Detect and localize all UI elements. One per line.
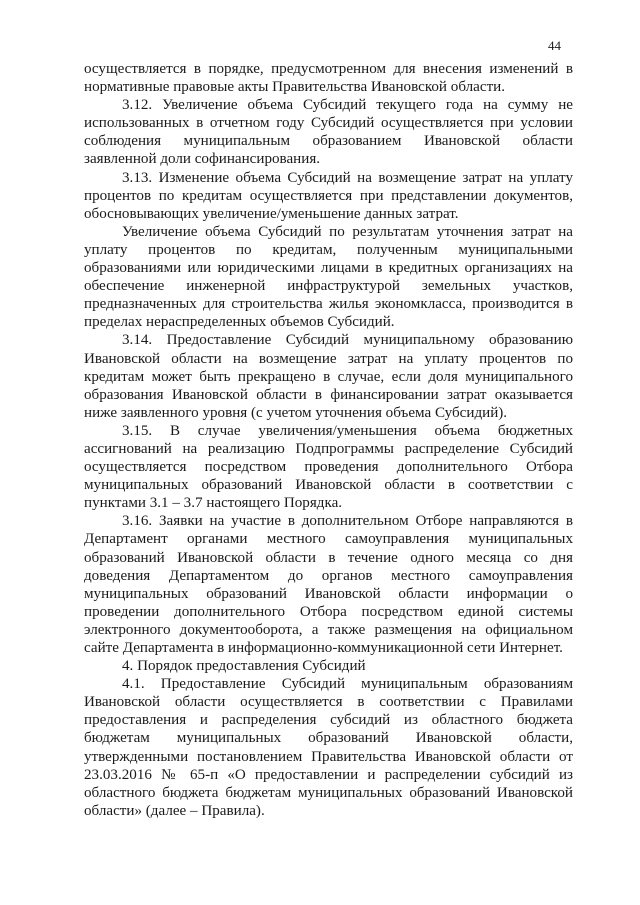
paragraph-p-3-14: 3.14. Предоставление Субсидий муниципальному образованию Ивановской области на возмещение затрат на уплату процентов по кредитам может быть прекращено в случае, если доля муниципального образования Ивановской области в финансировании затрат оказывается ниже заявленного уровня (с учетом уточнения объема Субсидий). bbox=[84, 332, 573, 421]
page-number: 44 bbox=[548, 38, 561, 53]
paragraph-p-continuation: осуществляется в порядке, предусмотренном для внесения изменений в нормативные правовые акты Правительства Ивановской области. bbox=[84, 61, 573, 96]
paragraph-p-4-1: 4.1. Предоставление Субсидий муниципальным образованиям Ивановской области осуществляется в соответствии с Правилами предоставления и распределения субсидий из областного бюджета бюджетам муниципальных образований Ивановской области, утвержденными постановлением Правительства Ивановской области от 23.03.2016 № 65-п «О предоставлении и распределении субсидий из областного бюджета бюджетам муниципальных образований Ивановской области» (далее – Правила). bbox=[84, 676, 573, 819]
paragraph-p-3-13-b: Увеличение объема Субсидий по результатам уточнения затрат на уплату процентов по кредитам, полученным муниципальными образованиями или юридическими лицами в кредитных организациях на обеспечение инженерной инфраструктурой земельных участков, предназначенных для строительства жилья экономкласса, производится в пределах нераспределенных объемов Субсидий. bbox=[84, 223, 573, 331]
document-body bbox=[84, 60, 573, 820]
paragraph-p-3-15: 3.15. В случае увеличения/уменьшения объема бюджетных ассигнований на реализацию Подпрограммы распределение Субсидий осуществляется посредством проведения дополнительного Отбора муниципальных образований Ивановской области в соответствии с пунктами 3.1 – 3.7 настоящего Порядка. bbox=[84, 422, 573, 512]
paragraphs-after bbox=[84, 675, 573, 820]
paragraphs-before bbox=[84, 60, 573, 657]
section-heading: 4. Порядок предоставления Субсидий bbox=[122, 658, 366, 675]
paragraph-p-3-13: 3.13. Изменение объема Субсидий на возмещение затрат на уплату процентов по кредитам осуществляется при представлении документов, обосновывающих увеличение/уменьшение данных затрат. bbox=[84, 169, 573, 222]
paragraph-p-3-16: 3.16. Заявки на участие в дополнительном Отборе направляются в Департамент органами местного самоуправления муниципальных образований Ивановской области в течение одного месяца со дня доведения Департаментом до органов местного самоуправления муниципальных образований Ивановской области информации о проведении дополнительного Отбора посредством единой системы электронного документооборота, а также размещения на официальном сайте Департамента в информационно-коммуникационной сети Интернет. bbox=[84, 513, 573, 656]
paragraph-p-3-12: 3.12. Увеличение объема Субсидий текущего года на сумму не использованных в отчетном году Субсидий осуществляется при условии соблюдения муниципальным образованием Ивановской области заявленной доли софинансирования. bbox=[84, 97, 573, 168]
